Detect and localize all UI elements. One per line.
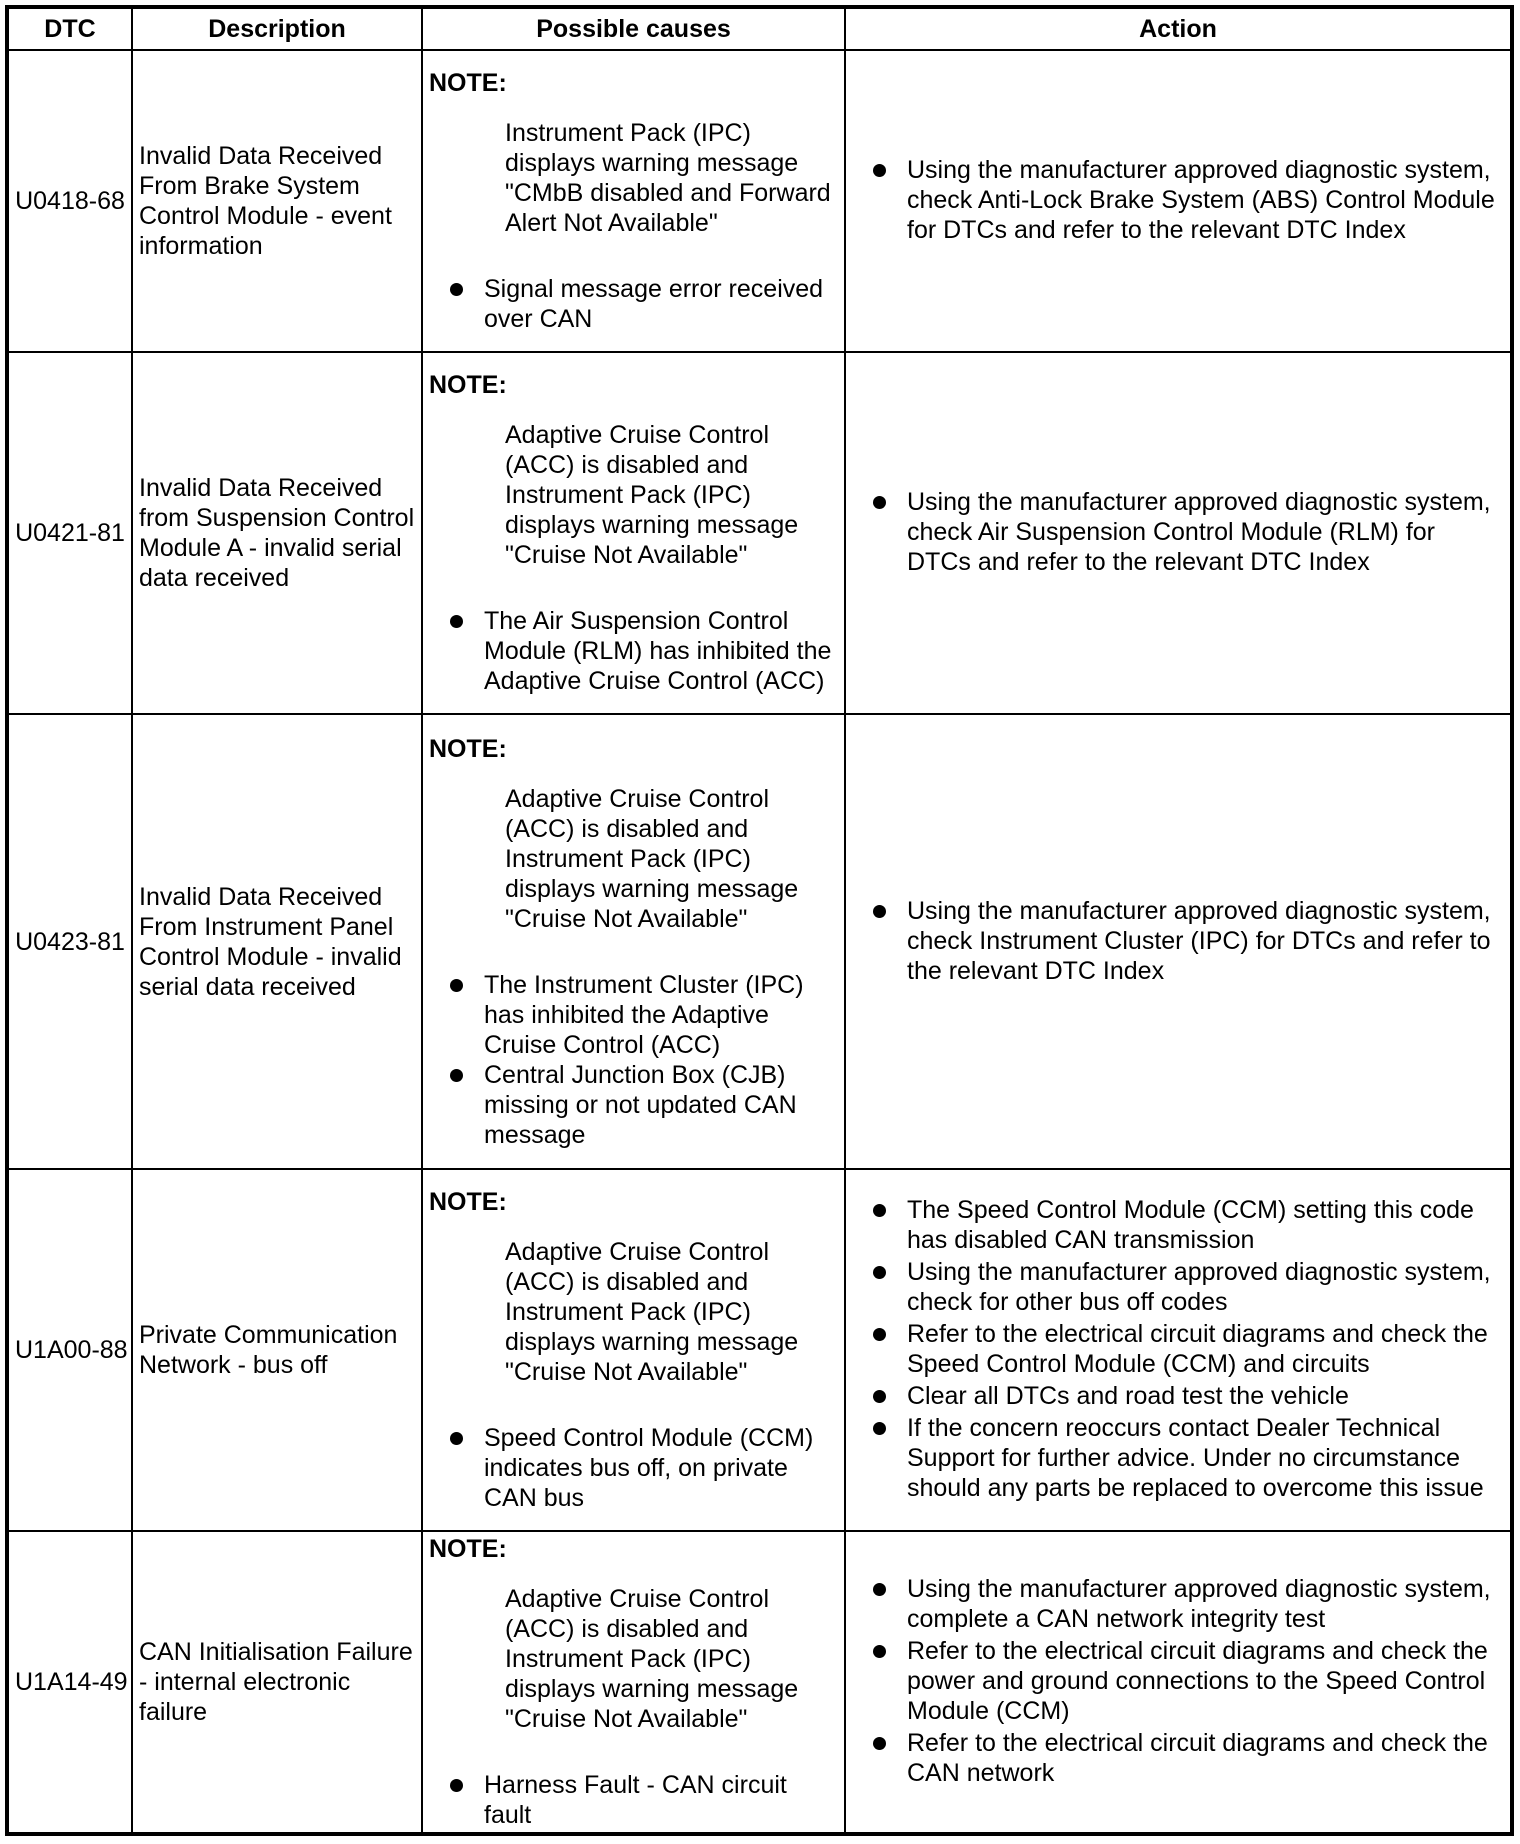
note-text: Adaptive Cruise Control (ACC) is disabled and Instrument Pack (IPC) displays warning message "Cruise Not Available" bbox=[505, 1238, 799, 1386]
note-text: Adaptive Cruise Control (ACC) is disabled and Instrument Pack (IPC) displays warning message "Cruise Not Available" bbox=[505, 784, 799, 933]
dtc-code: U0423-81 bbox=[7, 714, 132, 1169]
cause-item: Speed Control Module (CCM) indicates bus off, on private CAN bus bbox=[429, 1423, 838, 1513]
dtc-table bbox=[5, 5, 1514, 1836]
table-row bbox=[7, 352, 1512, 714]
cause-item: Harness Fault - CAN circuit fault bbox=[429, 1770, 838, 1830]
action-list bbox=[852, 896, 1504, 986]
note-label: NOTE: bbox=[429, 1535, 507, 1563]
action-item: Using the manufacturer approved diagnostic system, check for other bus off codes bbox=[852, 1257, 1504, 1317]
cause-list bbox=[429, 970, 838, 1150]
dtc-description: Invalid Data Received from Suspension Control Module A - invalid serial data received bbox=[132, 352, 422, 714]
note-label: NOTE: bbox=[429, 734, 507, 763]
table-row bbox=[7, 714, 1512, 1169]
action-list bbox=[852, 487, 1504, 577]
note-text: Instrument Pack (IPC) displays warning message "CMbB disabled and Forward Alert Not Available" bbox=[505, 119, 831, 237]
action-cell bbox=[845, 352, 1512, 714]
dtc-description: Invalid Data Received From Brake System Control Module - event information bbox=[132, 50, 422, 352]
action-item: Refer to the electrical circuit diagrams and check the CAN network bbox=[852, 1728, 1504, 1788]
action-item: Using the manufacturer approved diagnostic system, check Instrument Cluster (IPC) for DTCs and refer to the relevant DTC Index bbox=[852, 896, 1504, 986]
header-dtc: DTC bbox=[7, 7, 132, 50]
cause-item: Central Junction Box (CJB) missing or not updated CAN message bbox=[429, 1060, 838, 1150]
action-cell bbox=[845, 1531, 1512, 1834]
action-item: Using the manufacturer approved diagnostic system, check Anti-Lock Brake System (ABS) Control Module for DTCs and refer to the relevant DTC Index bbox=[852, 155, 1504, 245]
note-label: NOTE: bbox=[429, 69, 507, 97]
possible-causes-cell bbox=[422, 714, 845, 1169]
possible-causes-cell bbox=[422, 352, 845, 714]
action-item: If the concern reoccurs contact Dealer Technical Support for further advice. Under no circumstance should any parts be replaced to overcome this issue bbox=[852, 1413, 1504, 1503]
header-action: Action bbox=[845, 7, 1512, 50]
action-item: Refer to the electrical circuit diagrams and check the power and ground connections to the Speed Control Module (CCM) bbox=[852, 1636, 1504, 1726]
dtc-code: U1A14-49 bbox=[7, 1531, 132, 1834]
cause-list bbox=[429, 606, 838, 696]
dtc-description: Invalid Data Received From Instrument Panel Control Module - invalid serial data received bbox=[132, 714, 422, 1169]
note-label: NOTE: bbox=[429, 1188, 507, 1216]
dtc-description: CAN Initialisation Failure - internal electronic failure bbox=[132, 1531, 422, 1834]
action-list bbox=[852, 1574, 1504, 1788]
note-label: NOTE: bbox=[429, 371, 507, 399]
dtc-code: U1A00-88 bbox=[7, 1169, 132, 1531]
note-text: Adaptive Cruise Control (ACC) is disabled and Instrument Pack (IPC) displays warning message "Cruise Not Available" bbox=[505, 421, 799, 569]
table-header-row bbox=[7, 7, 1512, 50]
possible-causes-cell bbox=[422, 1531, 845, 1834]
possible-causes-cell bbox=[422, 1169, 845, 1531]
header-possible-causes: Possible causes bbox=[422, 7, 845, 50]
cause-item: The Air Suspension Control Module (RLM) has inhibited the Adaptive Cruise Control (ACC) bbox=[429, 606, 838, 696]
dtc-code: U0421-81 bbox=[7, 352, 132, 714]
action-list bbox=[852, 1195, 1504, 1503]
action-cell bbox=[845, 714, 1512, 1169]
cause-list bbox=[429, 1423, 838, 1513]
dtc-document-page bbox=[5, 5, 1510, 1837]
header-description: Description bbox=[132, 7, 422, 50]
cause-list bbox=[429, 274, 838, 334]
action-item: Using the manufacturer approved diagnostic system, check Air Suspension Control Module (RLM) for DTCs and refer to the relevant DTC Index bbox=[852, 487, 1504, 577]
possible-causes-cell bbox=[422, 50, 845, 352]
table-row bbox=[7, 50, 1512, 352]
cause-item: Signal message error received over CAN bbox=[429, 274, 838, 334]
action-list bbox=[852, 155, 1504, 245]
table-row bbox=[7, 1531, 1512, 1834]
action-item: The Speed Control Module (CCM) setting this code has disabled CAN transmission bbox=[852, 1195, 1504, 1255]
action-item: Using the manufacturer approved diagnostic system, complete a CAN network integrity test bbox=[852, 1574, 1504, 1634]
dtc-code: U0418-68 bbox=[7, 50, 132, 352]
table-row bbox=[7, 1169, 1512, 1531]
note-text: Adaptive Cruise Control (ACC) is disabled and Instrument Pack (IPC) displays warning message "Cruise Not Available" bbox=[505, 1585, 799, 1733]
cause-item: The Instrument Cluster (IPC) has inhibited the Adaptive Cruise Control (ACC) bbox=[429, 970, 838, 1060]
action-item: Refer to the electrical circuit diagrams and check the Speed Control Module (CCM) and circuits bbox=[852, 1319, 1504, 1379]
cause-list bbox=[429, 1770, 838, 1830]
dtc-description: Private Communication Network - bus off bbox=[132, 1169, 422, 1531]
action-cell bbox=[845, 1169, 1512, 1531]
action-item: Clear all DTCs and road test the vehicle bbox=[852, 1381, 1504, 1411]
action-cell bbox=[845, 50, 1512, 352]
